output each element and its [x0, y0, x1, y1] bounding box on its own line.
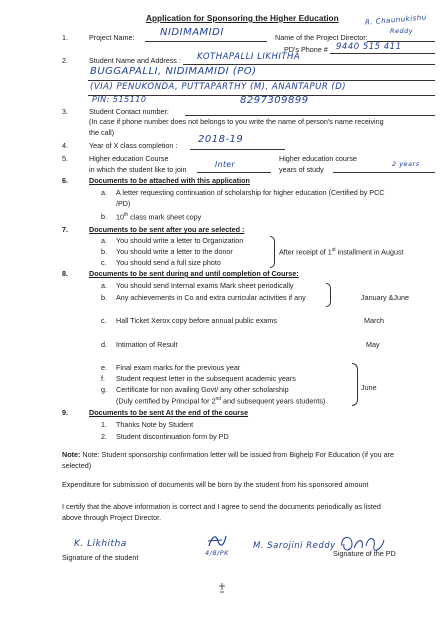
project-name-line [145, 41, 267, 42]
section-9-item-2: Student discontinuation form by PD [116, 432, 229, 441]
section-8-d-month: May [366, 340, 380, 349]
scan-mark-icon [218, 582, 226, 594]
pd-signature-handwritten: M. Sarojini Reddy [253, 541, 336, 551]
section-8-item-d-letter: d. [101, 340, 107, 349]
sponsorship-note-line-2: selected) [62, 461, 92, 470]
student-name-line1: KOTHAPALLI LIKHITHA [197, 52, 301, 62]
student-phone-handwritten: 8297309899 [240, 95, 309, 106]
certification-line-1: I certify that the above information is correct and I agree to send the documents periodically as listed [62, 502, 381, 511]
item-number-4: 4. [62, 141, 68, 150]
section-7-title: Documents to be sent after you are selected : [89, 225, 245, 234]
section-8-number: 8. [62, 269, 68, 278]
section-9-item-1-number: 1. [101, 420, 107, 429]
item-number-2: 2. [62, 56, 68, 65]
section-6-item-b: 10th class mark sheet copy [116, 212, 202, 222]
section-8-item-e: Final exam marks for the previous year [116, 363, 241, 372]
pd-phone-label: PD's Phone # [284, 45, 328, 54]
section-7-number: 7. [62, 225, 68, 234]
section-9-number: 9. [62, 408, 68, 417]
section-6-number: 6. [62, 176, 68, 185]
student-signature-label: Signature of the student [62, 553, 139, 562]
course-years-label-1: Higher education course [279, 154, 357, 163]
section-7-side-note: After receipt of 1st installment in August [279, 247, 404, 257]
section-8-item-b-letter: b. [101, 293, 107, 302]
document-title: Application for Sponsoring the Higher Education [146, 13, 339, 23]
corner-handwritten-name: R. Chaunukishu [364, 13, 427, 27]
student-signature-handwritten: K. Likhitha [74, 539, 127, 549]
contact-line [185, 115, 435, 116]
section-8-item-b: Any achievements in Co and extra curricular activities if any [116, 293, 306, 302]
student-pin: PIN: 515110 [92, 95, 147, 104]
section-7-item-b: You should write a letter to the donor [116, 247, 233, 256]
course-value: Inter [215, 160, 236, 169]
section-8-item-e-letter: e. [101, 363, 107, 372]
student-address-line-2 [88, 80, 435, 81]
section-8-item-a-letter: a. [101, 281, 107, 290]
section-9-item-1: Thanks Note by Student [116, 420, 194, 429]
contact-note-2: the call) [89, 128, 115, 137]
pd-phone-value: 9440 515 411 [336, 42, 402, 52]
corner-handwritten-sign: Reddy [390, 27, 414, 35]
pd-phone-line [330, 53, 435, 54]
section-6-item-a-letter: a. [101, 188, 107, 197]
item-number-1: 1. [62, 33, 68, 42]
section-8-item-f: Student request letter in the subsequent academic years [116, 374, 296, 383]
student-name-label: Student Name and Address : [89, 56, 181, 65]
project-name-label: Project Name: [89, 33, 135, 42]
section-6-item-a: A letter requesting continuation of scholarship for higher education (Certified by PCC [116, 188, 385, 197]
section-8-item-c: Hall Ticket Xerox copy before annual public exams [116, 316, 278, 325]
section-8-efg-month: June [361, 383, 377, 392]
section-6-title: Documents to be attached with this application [89, 176, 250, 185]
section-6-item-a-cont: /PD) [116, 199, 131, 208]
section-7-item-c-letter: c. [101, 258, 107, 267]
section-8-item-g-letter: g. [101, 385, 107, 394]
pd-signature-label: Signature of the PD [333, 549, 396, 558]
course-label-1: Higher education Course [89, 154, 169, 163]
section-6-item-b-letter: b. [101, 212, 107, 221]
sponsorship-note-line-1: Note: Note: Student sponsorship confirmation letter will be issued from Bighelp For Education (if you are [62, 450, 394, 459]
section-8-title: Documents to be sent during and until completion of Course: [89, 269, 299, 278]
section-7-item-a: You should write a letter to Organization [116, 236, 244, 245]
section-8-efg-brace [352, 363, 358, 406]
section-9-title: Documents to be sent At the end of the course [89, 408, 249, 417]
item-number-5: 5. [62, 154, 68, 163]
course-years-value: 2 years [392, 160, 420, 168]
year-x-value: 2018-19 [198, 134, 244, 145]
section-8-item-d: Intimation of Result [116, 340, 178, 349]
section-8-item-c-letter: c. [101, 316, 107, 325]
section-7-item-a-letter: a. [101, 236, 107, 245]
course-line [197, 172, 271, 173]
student-address-line-1 [183, 64, 435, 65]
section-8-ab-month: January &June [361, 293, 409, 302]
year-x-line [190, 149, 285, 150]
initials-mark-icon [206, 532, 228, 550]
contact-label: Student Contact number: [89, 107, 169, 116]
project-director-label: Name of the Project Director: [275, 33, 368, 42]
student-address-line3: (VIA) PENUKONDA, PUTTAPARTHY (M), ANANTAPUR (D) [90, 82, 347, 92]
section-8-ab-brace [326, 283, 331, 307]
section-8-item-f-letter: f. [101, 374, 105, 383]
expenditure-note: Expenditure for submission of documents will be born by the student from his sponsored amount [62, 480, 369, 489]
contact-note-1: (In case if phone number does not belongs to you write the name of person's name receiving [89, 117, 384, 126]
certification-line-2: above through Project Director. [62, 513, 162, 522]
section-8-item-a: You should send Internal exams Mark sheet periodically [116, 281, 294, 290]
course-label-2: in which the student like to join [89, 165, 187, 174]
course-years-line [333, 172, 435, 173]
section-8-item-g-cont: (Duly certified by Principal for 2nd and subsequent years students) [116, 396, 326, 406]
item-number-3: 3. [62, 107, 68, 116]
section-7-item-c: You should send a full size photo [116, 258, 221, 267]
course-years-label-2: years of study [279, 165, 324, 174]
section-8-c-month: March [364, 316, 384, 325]
student-address-line2: BUGGAPALLI, NIDIMAMIDI (PO) [90, 66, 257, 77]
section-7-brace [270, 236, 275, 268]
date-handwritten: 4/8/PK [205, 549, 229, 557]
section-7-item-b-letter: b. [101, 247, 107, 256]
sponsorship-note-text: Note: Student sponsorship confirmation letter will be issued from Bighelp For Education (if you are [82, 450, 394, 459]
project-name-value: NIDIMAMIDI [160, 27, 224, 38]
section-8-item-g: Certificate for non availing Govt/ any other scholarship [116, 385, 289, 394]
section-9-item-2-number: 2. [101, 432, 107, 441]
year-x-label: Year of X class completion : [89, 141, 178, 150]
